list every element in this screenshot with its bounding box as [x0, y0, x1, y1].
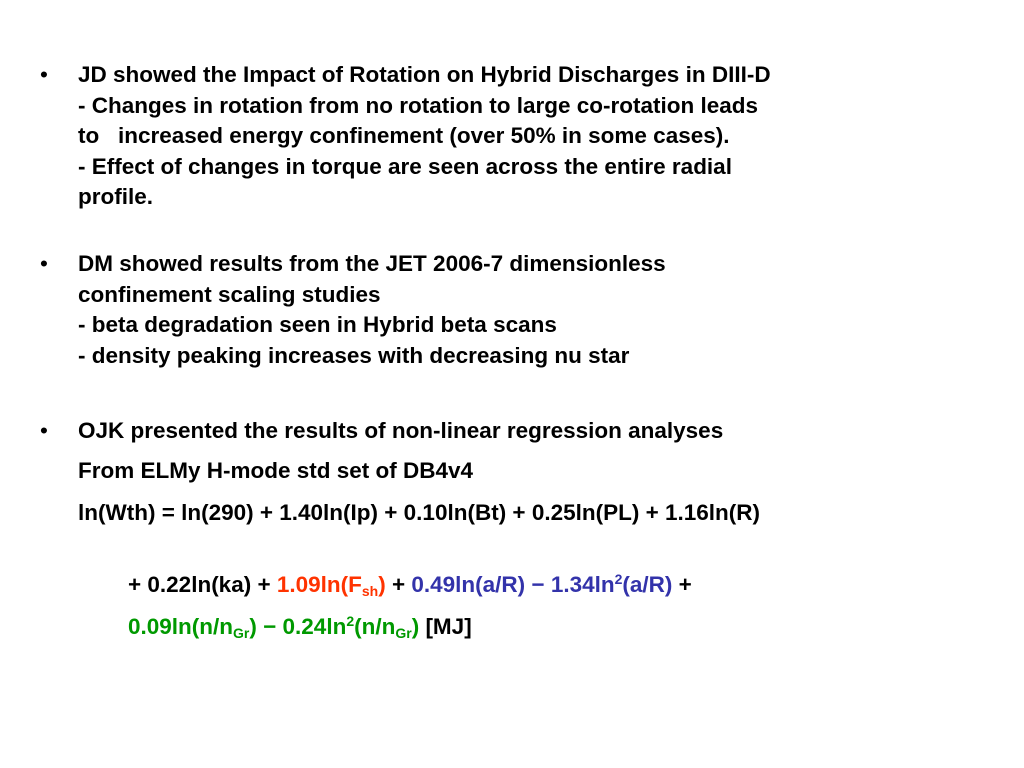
bullet-text [78, 416, 988, 641]
bullet-icon: • [40, 418, 48, 443]
formula-plus-end: + [672, 572, 692, 597]
bullet-line: DM showed results from the JET 2006-7 dimensionless [78, 251, 666, 276]
formula-green-subscript-2: Gr [395, 625, 412, 641]
regression-title: OJK presented the results of non-linear regression analyses [78, 418, 724, 443]
formula-blue-superscript: 2 [614, 571, 623, 587]
formula-green-text-3: (n/n [354, 614, 396, 639]
formula-green-superscript: 2 [346, 613, 355, 629]
formula-green-subscript: Gr [233, 625, 250, 641]
formula-green-text-2: ) − 0.24ln [249, 614, 347, 639]
formula-line-1: ln(Wth) = ln(290) + 1.40ln(Ip) + 0.10ln(Bt) + 0.25ln(PL) + 1.16ln(R) [78, 500, 761, 525]
formula-green-text: 0.09ln(n/n [128, 614, 234, 639]
formula-line-2 [78, 540, 692, 599]
bullet-line: - beta degradation seen in Hybrid beta scans [78, 312, 557, 337]
formula-green-text-4: ) [411, 614, 420, 639]
formula-red-close: ) [378, 572, 386, 597]
bullet-line: JD showed the Impact of Rotation on Hybrid Discharges in DIII-D [78, 62, 771, 87]
formula-blue-text-end: (a/R) [622, 572, 673, 597]
bullet-icon: • [40, 251, 48, 276]
dataset-subtitle: From ELMy H-mode std set of DB4v4 [78, 458, 474, 483]
formula-blue-text: 0.49ln(a/R) − 1.34ln [411, 572, 615, 597]
formula-plus: + [385, 572, 412, 597]
formula-red-subscript: sh [361, 583, 379, 599]
formula-red-text: 1.09ln(F [276, 572, 362, 597]
bullet-line: - Effect of changes in torque are seen across the entire radial [78, 153, 732, 179]
bullet-item-regression [40, 416, 990, 641]
bullet-line: profile. [78, 184, 154, 209]
formula-unit: [MJ] [419, 614, 472, 639]
formula-term-green [128, 614, 419, 639]
bullet-text [78, 249, 988, 371]
bullet-line: - density peaking increases with decreasing nu star [78, 342, 630, 368]
bullet-line: confinement scaling studies [78, 281, 381, 307]
bullet-line: to increased energy confinement (over 50% in some cases). [78, 123, 730, 148]
formula-line-3 [78, 582, 472, 641]
bullet-line: - Changes in rotation from no rotation to large co-rotation leads [78, 92, 759, 118]
bullet-icon: • [40, 62, 48, 87]
formula-term-black: + 0.22ln(ka) + [128, 572, 277, 597]
bullet-text [78, 60, 988, 213]
